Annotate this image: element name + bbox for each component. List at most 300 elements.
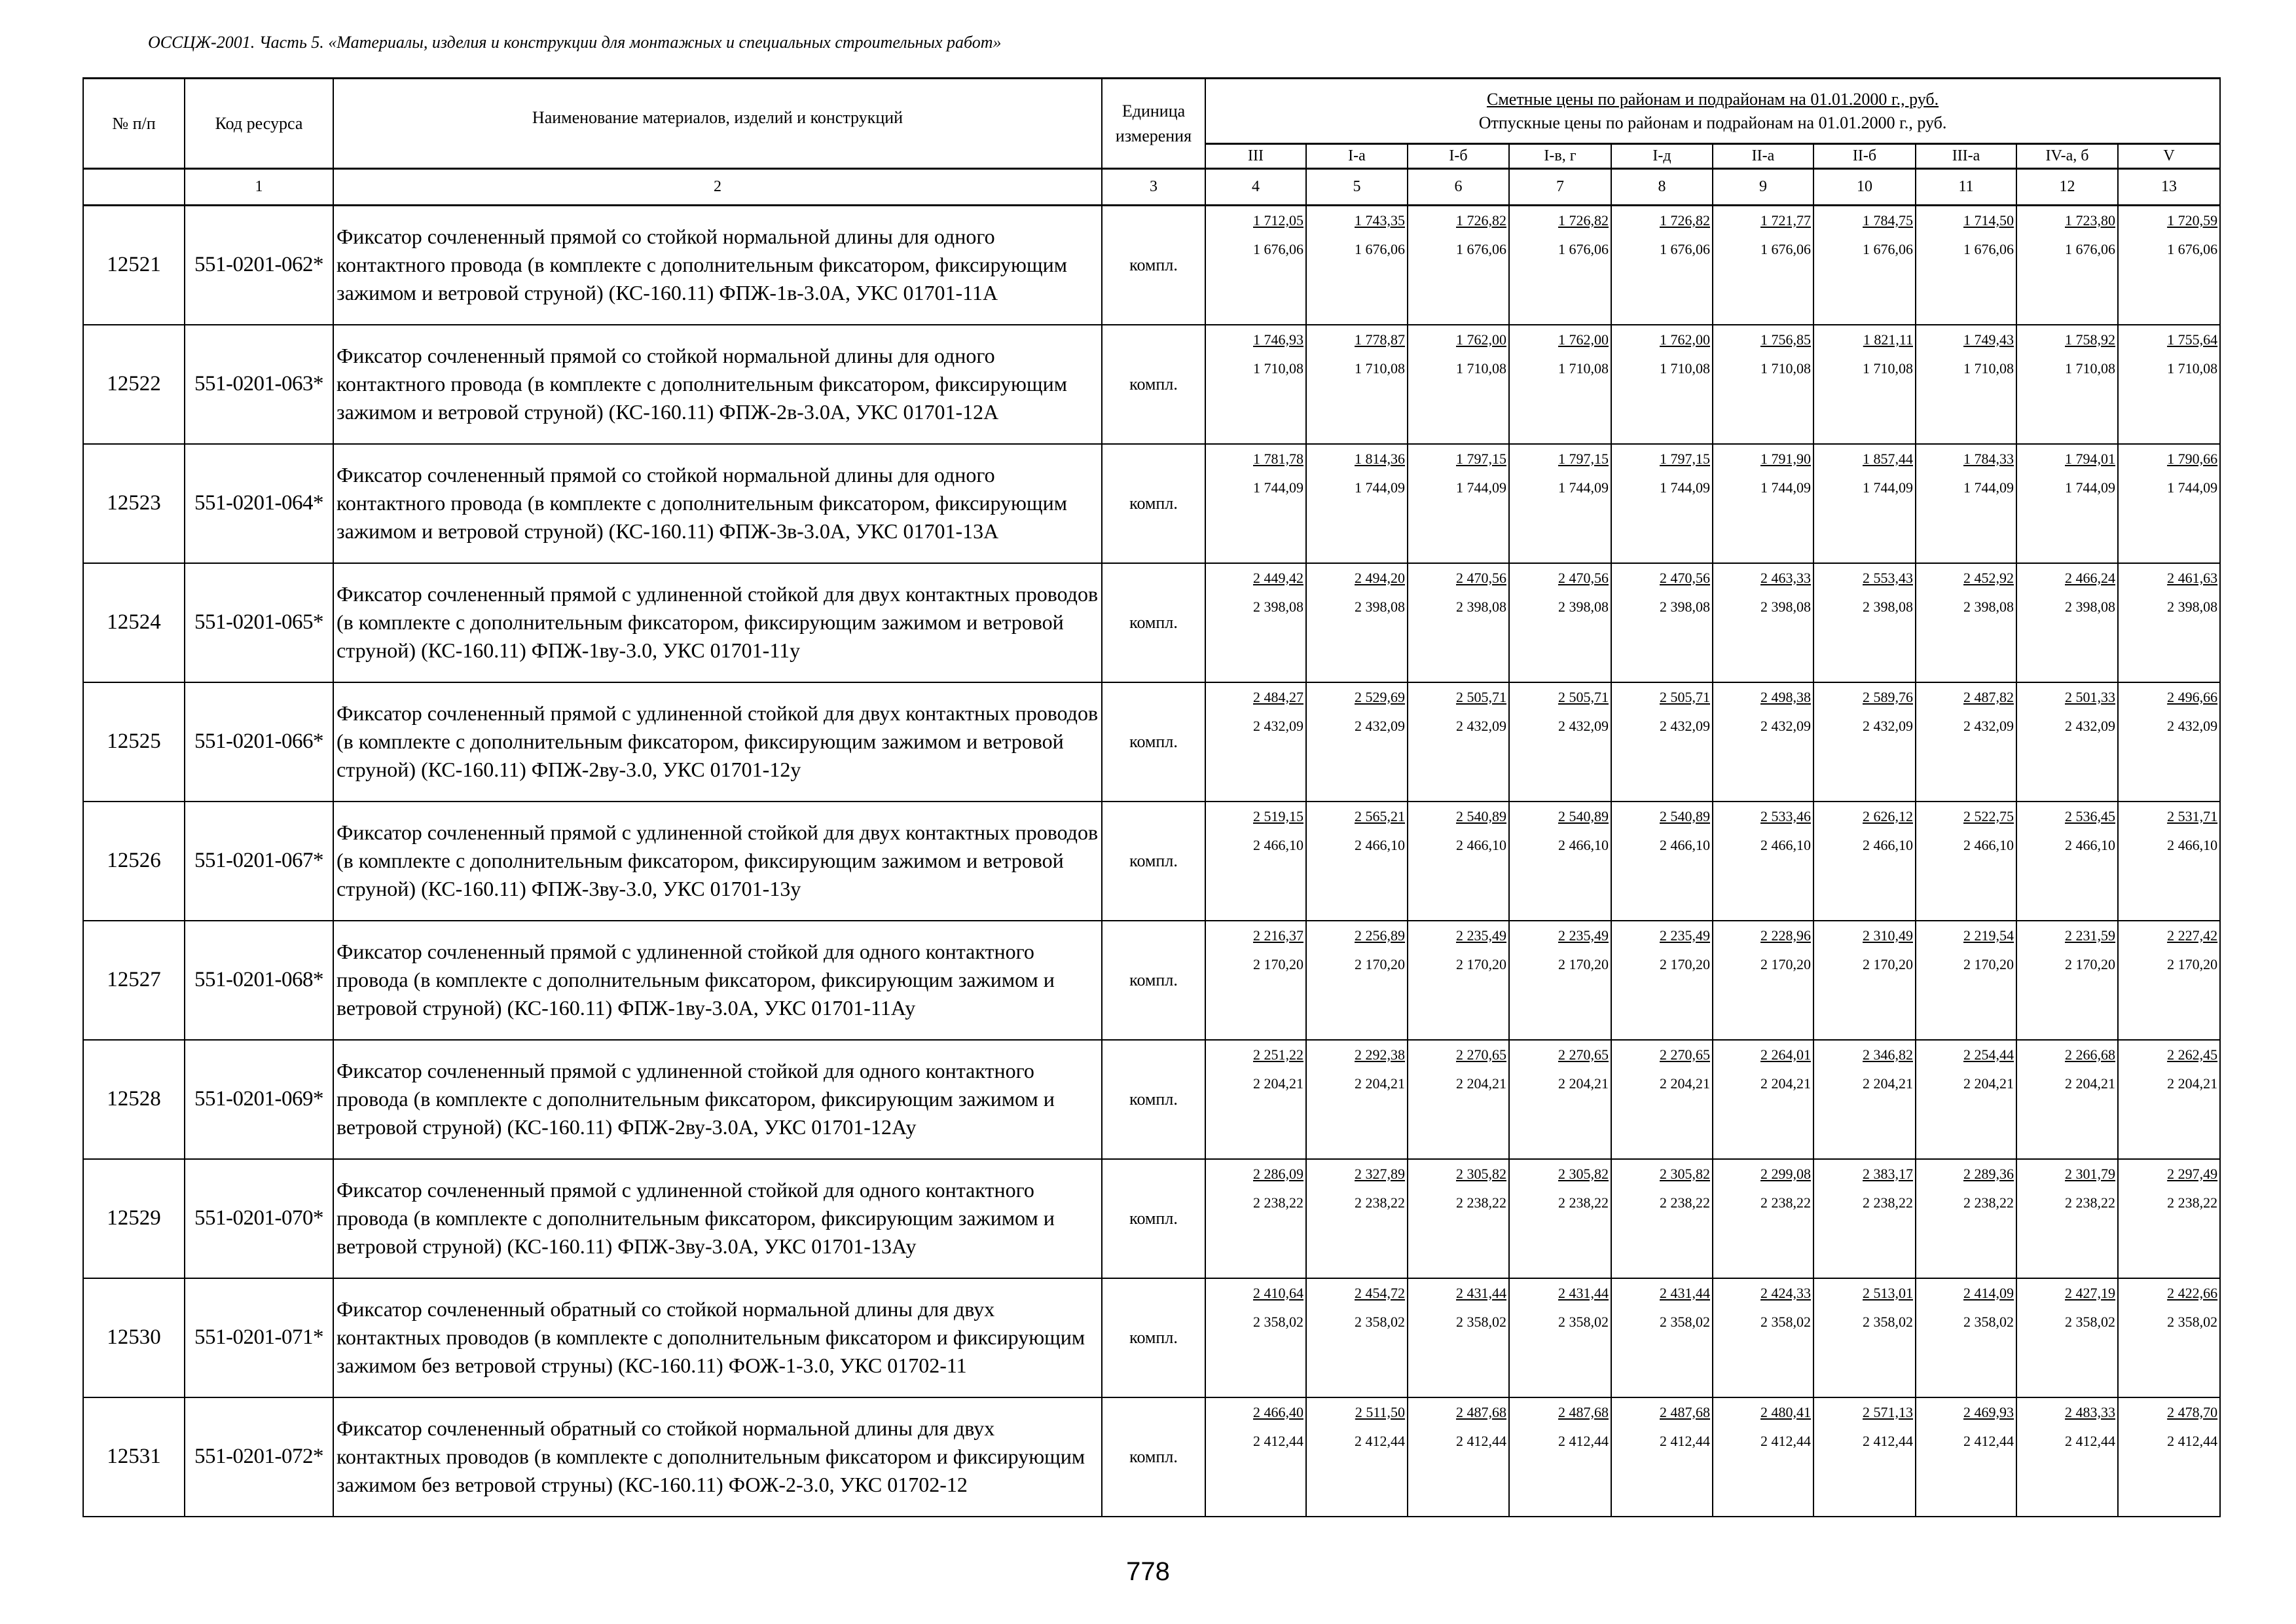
price-cell (2118, 1278, 2220, 1397)
resource-code: 551-0201-062* (185, 206, 333, 325)
release-price: 2 238,22 (1863, 1194, 1913, 1211)
estimated-price: 2 452,92 (1963, 569, 2014, 586)
estimated-price: 2 498,38 (1760, 688, 1811, 705)
release-price: 1 676,06 (1558, 241, 1609, 257)
row-number: 12523 (83, 444, 185, 563)
price-cell (2118, 1397, 2220, 1517)
release-price: 2 398,08 (1863, 598, 1913, 615)
table-row (83, 206, 2220, 325)
price-cell (1611, 921, 1713, 1040)
header-colnum: 1 (185, 169, 333, 206)
price-cell (1408, 921, 1509, 1040)
estimated-price: 2 289,36 (1963, 1165, 2014, 1182)
estimated-price: 1 726,82 (1456, 212, 1506, 229)
release-price: 2 358,02 (1456, 1313, 1506, 1330)
price-cell (1713, 802, 1813, 921)
estimated-price: 2 589,76 (1863, 688, 1913, 705)
estimated-price: 2 431,44 (1456, 1284, 1506, 1301)
price-cell (1813, 682, 1916, 802)
release-price: 1 744,09 (1863, 479, 1913, 496)
release-price: 2 238,22 (2167, 1194, 2218, 1211)
price-cell (1509, 1397, 1611, 1517)
header-name: Наименование материалов, изделий и конструкций (333, 79, 1102, 169)
header-no: № п/п (83, 79, 185, 169)
release-price: 2 358,02 (2065, 1313, 2115, 1330)
row-number: 12522 (83, 325, 185, 444)
release-price: 2 358,02 (1963, 1313, 2014, 1330)
price-cell (1813, 206, 1916, 325)
estimated-price: 2 286,09 (1253, 1165, 1303, 1182)
release-price: 2 204,21 (1863, 1075, 1913, 1092)
header-prices-release: Отпускные цены по районам и подрайонам на 01.01.2000 г., руб. (1478, 113, 1947, 132)
price-cell (2118, 563, 2220, 682)
release-price: 1 676,06 (1863, 241, 1913, 257)
release-price: 2 432,09 (1355, 717, 1405, 734)
header-colnum: 7 (1509, 169, 1611, 206)
unit-of-measure: компл. (1102, 325, 1205, 444)
estimated-price: 2 487,68 (1558, 1403, 1609, 1420)
estimated-price: 1 726,82 (1558, 212, 1609, 229)
header-colnum: 12 (2016, 169, 2118, 206)
material-name: Фиксатор сочлененный обратный со стойкой нормальной длины для двух контактных проводов (в комплекте с дополнительным фиксатором и фиксирующим зажимом без ветровой струны) (КС-160.11) ФОЖ-1-3.0, УКС 01702-11 (333, 1278, 1102, 1397)
release-price: 2 412,44 (1253, 1432, 1303, 1449)
estimated-price: 2 227,42 (2167, 927, 2218, 944)
estimated-price: 1 778,87 (1355, 331, 1405, 348)
price-cell (1916, 1278, 2016, 1397)
price-cell (1205, 1278, 1306, 1397)
header-region: V (2118, 144, 2220, 169)
row-number: 12527 (83, 921, 185, 1040)
estimated-price: 2 505,71 (1660, 688, 1710, 705)
header-colnum: 9 (1713, 169, 1813, 206)
estimated-price: 1 784,33 (1963, 450, 2014, 467)
resource-code: 551-0201-068* (185, 921, 333, 1040)
estimated-price: 2 251,22 (1253, 1046, 1303, 1063)
estimated-price: 2 483,33 (2065, 1403, 2115, 1420)
release-price: 2 432,09 (2065, 717, 2115, 734)
estimated-price: 2 410,64 (1253, 1284, 1303, 1301)
price-cell (1611, 1159, 1713, 1278)
row-number: 12531 (83, 1397, 185, 1517)
release-price: 1 744,09 (2167, 479, 2218, 496)
estimated-price: 1 797,15 (1456, 450, 1506, 467)
release-price: 1 710,08 (1355, 360, 1405, 377)
release-price: 2 170,20 (1558, 955, 1609, 972)
release-price: 2 170,20 (1456, 955, 1506, 972)
release-price: 2 204,21 (2167, 1075, 2218, 1092)
release-price: 2 398,08 (2065, 598, 2115, 615)
price-cell (1509, 682, 1611, 802)
row-number: 12525 (83, 682, 185, 802)
price-cell (1408, 1159, 1509, 1278)
release-price: 2 466,10 (2167, 836, 2218, 853)
material-name: Фиксатор сочлененный прямой с удлиненной стойкой для одного контактного провода (в комплекте с дополнительным фиксатором, фиксирующим зажимом и ветровой струной) (КС-160.11) ФПЖ-2ву-3.0А, УКС 01701-12Ау (333, 1040, 1102, 1159)
unit-of-measure: компл. (1102, 682, 1205, 802)
header-region: III (1205, 144, 1306, 169)
material-name: Фиксатор сочлененный прямой с удлиненной стойкой для двух контактных проводов (в комплекте с дополнительным фиксатором, фиксирующим зажимом и ветровой струной) (КС-160.11) ФПЖ-1ву-3.0, УКС 01701-11у (333, 563, 1102, 682)
price-cell (1813, 1397, 1916, 1517)
price-cell (1813, 325, 1916, 444)
price-cell (2118, 1040, 2220, 1159)
header-colnum: 3 (1102, 169, 1205, 206)
price-cell (2016, 921, 2118, 1040)
price-table (82, 77, 2221, 1517)
estimated-price: 1 857,44 (1863, 450, 1913, 467)
release-price: 1 676,06 (1253, 241, 1303, 257)
estimated-price: 2 431,44 (1660, 1284, 1710, 1301)
estimated-price: 2 422,66 (2167, 1284, 2218, 1301)
release-price: 1 744,09 (1355, 479, 1405, 496)
price-cell (2016, 563, 2118, 682)
estimated-price: 1 790,66 (2167, 450, 2218, 467)
release-price: 1 744,09 (2065, 479, 2115, 496)
estimated-price: 2 228,96 (1760, 927, 1811, 944)
release-price: 2 170,20 (1355, 955, 1405, 972)
release-price: 2 238,22 (2065, 1194, 2115, 1211)
row-number: 12524 (83, 563, 185, 682)
price-cell (2118, 802, 2220, 921)
price-cell (2016, 1278, 2118, 1397)
release-price: 2 466,10 (1660, 836, 1710, 853)
price-cell (2016, 206, 2118, 325)
estimated-price: 2 264,01 (1760, 1046, 1811, 1063)
material-name: Фиксатор сочлененный прямой со стойкой нормальной длины для одного контактного провода (в комплекте с дополнительным фиксатором, фиксирующим зажимом и ветровой струной) (КС-160.11) ФПЖ-2в-3.0А, УКС 01701-12А (333, 325, 1102, 444)
price-cell (1916, 444, 2016, 563)
table-row (83, 1278, 2220, 1397)
release-price: 1 676,06 (1456, 241, 1506, 257)
release-price: 1 710,08 (1660, 360, 1710, 377)
release-price: 2 238,22 (1253, 1194, 1303, 1211)
estimated-price: 2 427,19 (2065, 1284, 2115, 1301)
estimated-price: 2 533,46 (1760, 807, 1811, 824)
release-price: 2 204,21 (1558, 1075, 1609, 1092)
estimated-price: 2 262,45 (2167, 1046, 2218, 1063)
estimated-price: 2 266,68 (2065, 1046, 2115, 1063)
header-colnum-blank (83, 169, 185, 206)
release-price: 2 204,21 (2065, 1075, 2115, 1092)
estimated-price: 2 540,89 (1456, 807, 1506, 824)
release-price: 1 710,08 (1253, 360, 1303, 377)
estimated-price: 2 270,65 (1558, 1046, 1609, 1063)
estimated-price: 2 511,50 (1355, 1403, 1405, 1420)
release-price: 2 358,02 (1558, 1313, 1609, 1330)
resource-code: 551-0201-067* (185, 802, 333, 921)
estimated-price: 2 470,56 (1660, 569, 1710, 586)
release-price: 1 710,08 (1963, 360, 2014, 377)
material-name: Фиксатор сочлененный прямой с удлиненной стойкой для двух контактных проводов (в комплекте с дополнительным фиксатором, фиксирующим зажимом и ветровой струной) (КС-160.11) ФПЖ-3ву-3.0, УКС 01701-13у (333, 802, 1102, 921)
price-cell (1813, 802, 1916, 921)
price-cell (2118, 206, 2220, 325)
page-number: 778 (1126, 1557, 1170, 1586)
unit-of-measure: компл. (1102, 563, 1205, 682)
price-cell (2016, 325, 2118, 444)
resource-code: 551-0201-069* (185, 1040, 333, 1159)
price-cell (1205, 325, 1306, 444)
release-price: 2 398,08 (1355, 598, 1405, 615)
price-cell (1916, 325, 2016, 444)
price-cell (1509, 206, 1611, 325)
price-cell (1611, 563, 1713, 682)
price-cell (1205, 1040, 1306, 1159)
release-price: 1 744,09 (1456, 479, 1506, 496)
estimated-price: 2 327,89 (1355, 1165, 1405, 1182)
release-price: 1 744,09 (1558, 479, 1609, 496)
release-price: 2 466,10 (1863, 836, 1913, 853)
header-region: I-б (1408, 144, 1509, 169)
estimated-price: 2 466,40 (1253, 1403, 1303, 1420)
price-cell (1713, 1040, 1813, 1159)
resource-code: 551-0201-071* (185, 1278, 333, 1397)
estimated-price: 1 723,80 (2065, 212, 2115, 229)
price-cell (1509, 802, 1611, 921)
release-price: 1 710,08 (1863, 360, 1913, 377)
price-cell (2016, 682, 2118, 802)
document-title: ОССЦЖ-2001. Часть 5. «Материалы, изделия и конструкции для монтажных и специальных строительных работ» (148, 33, 1002, 52)
price-cell (1611, 1397, 1713, 1517)
price-cell (1813, 921, 1916, 1040)
price-cell (2016, 1040, 2118, 1159)
price-cell (2118, 1159, 2220, 1278)
price-cell (1306, 1159, 1408, 1278)
release-price: 2 412,44 (1355, 1432, 1405, 1449)
release-price: 2 412,44 (2167, 1432, 2218, 1449)
price-cell (1611, 682, 1713, 802)
price-cell (1306, 325, 1408, 444)
estimated-price: 1 821,11 (1863, 331, 1913, 348)
estimated-price: 2 536,45 (2065, 807, 2115, 824)
release-price: 1 744,09 (1963, 479, 2014, 496)
estimated-price: 2 431,44 (1558, 1284, 1609, 1301)
row-number: 12528 (83, 1040, 185, 1159)
release-price: 2 238,22 (1963, 1194, 2014, 1211)
estimated-price: 2 424,33 (1760, 1284, 1811, 1301)
release-price: 2 204,21 (1660, 1075, 1710, 1092)
header-code: Код ресурса (185, 79, 333, 169)
price-cell (1408, 1040, 1509, 1159)
release-price: 2 238,22 (1760, 1194, 1811, 1211)
release-price: 2 466,10 (1456, 836, 1506, 853)
header-region: I-в, г (1509, 144, 1611, 169)
release-price: 2 358,02 (1660, 1313, 1710, 1330)
unit-of-measure: компл. (1102, 1040, 1205, 1159)
estimated-price: 2 505,71 (1558, 688, 1609, 705)
price-cell (1713, 325, 1813, 444)
unit-of-measure: компл. (1102, 444, 1205, 563)
release-price: 1 676,06 (1760, 241, 1811, 257)
estimated-price: 2 297,49 (2167, 1165, 2218, 1182)
price-cell (1916, 921, 2016, 1040)
table-body (83, 206, 2220, 1517)
price-cell (1205, 1159, 1306, 1278)
price-cell (1408, 325, 1509, 444)
price-cell (1509, 444, 1611, 563)
estimated-price: 2 305,82 (1558, 1165, 1609, 1182)
release-price: 2 412,44 (1558, 1432, 1609, 1449)
release-price: 2 398,08 (1963, 598, 2014, 615)
price-cell (1713, 206, 1813, 325)
price-cell (1205, 444, 1306, 563)
estimated-price: 2 565,21 (1355, 807, 1405, 824)
material-name: Фиксатор сочлененный обратный со стойкой нормальной длины для двух контактных проводов (в комплекте с дополнительным фиксатором и фиксирующим зажимом без ветровой струны) (КС-160.11) ФОЖ-2-3.0, УКС 01702-12 (333, 1397, 1102, 1517)
table-row (83, 325, 2220, 444)
estimated-price: 2 270,65 (1456, 1046, 1506, 1063)
release-price: 2 170,20 (1253, 955, 1303, 972)
estimated-price: 2 487,68 (1456, 1403, 1506, 1420)
estimated-price: 2 496,66 (2167, 688, 2218, 705)
estimated-price: 2 219,54 (1963, 927, 2014, 944)
resource-code: 551-0201-070* (185, 1159, 333, 1278)
price-cell (1205, 682, 1306, 802)
estimated-price: 2 553,43 (1863, 569, 1913, 586)
release-price: 2 238,22 (1660, 1194, 1710, 1211)
unit-of-measure: компл. (1102, 206, 1205, 325)
price-cell (1916, 1159, 2016, 1278)
price-cell (1713, 563, 1813, 682)
header-region: II-б (1813, 144, 1916, 169)
price-cell (1916, 1040, 2016, 1159)
estimated-price: 2 519,15 (1253, 807, 1303, 824)
release-price: 2 432,09 (2167, 717, 2218, 734)
estimated-price: 1 720,59 (2167, 212, 2218, 229)
release-price: 2 466,10 (2065, 836, 2115, 853)
estimated-price: 1 712,05 (1253, 212, 1303, 229)
release-price: 2 432,09 (1863, 717, 1913, 734)
material-name: Фиксатор сочлененный прямой с удлиненной стойкой для двух контактных проводов (в комплекте с дополнительным фиксатором, фиксирующим зажимом и ветровой струной) (КС-160.11) ФПЖ-2ву-3.0, УКС 01701-12у (333, 682, 1102, 802)
price-cell (1713, 1159, 1813, 1278)
price-cell (1813, 1159, 1916, 1278)
price-cell (1306, 563, 1408, 682)
material-name: Фиксатор сочлененный прямой со стойкой нормальной длины для одного контактного провода (в комплекте с дополнительным фиксатором, фиксирующим зажимом и ветровой струной) (КС-160.11) ФПЖ-1в-3.0А, УКС 01701-11А (333, 206, 1102, 325)
material-name: Фиксатор сочлененный прямой с удлиненной стойкой для одного контактного провода (в комплекте с дополнительным фиксатором, фиксирующим зажимом и ветровой струной) (КС-160.11) ФПЖ-3ву-3.0А, УКС 01701-13Ау (333, 1159, 1102, 1278)
resource-code: 551-0201-064* (185, 444, 333, 563)
price-cell (2118, 682, 2220, 802)
estimated-price: 1 797,15 (1558, 450, 1609, 467)
estimated-price: 2 301,79 (2065, 1165, 2115, 1182)
price-cell (1408, 682, 1509, 802)
estimated-price: 1 758,92 (2065, 331, 2115, 348)
release-price: 2 238,22 (1355, 1194, 1405, 1211)
estimated-price: 2 256,89 (1355, 927, 1405, 944)
estimated-price: 2 449,42 (1253, 569, 1303, 586)
estimated-price: 2 470,56 (1558, 569, 1609, 586)
price-cell (1509, 1278, 1611, 1397)
estimated-price: 2 254,44 (1963, 1046, 2014, 1063)
header-prices-estimated: Сметные цены по районам и подрайонам на 01.01.2000 г., руб. (1486, 89, 1939, 109)
estimated-price: 2 216,37 (1253, 927, 1303, 944)
estimated-price: 2 540,89 (1660, 807, 1710, 824)
column-number-row (83, 169, 2220, 206)
price-cell (1713, 444, 1813, 563)
resource-code: 551-0201-066* (185, 682, 333, 802)
unit-of-measure: компл. (1102, 1278, 1205, 1397)
estimated-price: 1 743,35 (1355, 212, 1405, 229)
price-cell (1611, 444, 1713, 563)
table-row (83, 1040, 2220, 1159)
release-price: 2 466,10 (1558, 836, 1609, 853)
estimated-price: 2 513,01 (1863, 1284, 1913, 1301)
table-row (83, 682, 2220, 802)
price-cell (1306, 921, 1408, 1040)
estimated-price: 2 305,82 (1456, 1165, 1506, 1182)
release-price: 2 432,09 (1456, 717, 1506, 734)
release-price: 2 398,08 (1456, 598, 1506, 615)
price-cell (1306, 802, 1408, 921)
estimated-price: 2 235,49 (1558, 927, 1609, 944)
release-price: 1 676,06 (2065, 241, 2115, 257)
release-price: 1 710,08 (2167, 360, 2218, 377)
table-header (83, 79, 2220, 206)
estimated-price: 2 466,24 (2065, 569, 2115, 586)
price-cell (1306, 444, 1408, 563)
release-price: 2 412,44 (1760, 1432, 1811, 1449)
header-unit: Единица измерения (1102, 79, 1205, 169)
estimated-price: 2 383,17 (1863, 1165, 1913, 1182)
material-name: Фиксатор сочлененный прямой со стойкой нормальной длины для одного контактного провода (в комплекте с дополнительным фиксатором, фиксирующим зажимом и ветровой струной) (КС-160.11) ФПЖ-3в-3.0А, УКС 01701-13А (333, 444, 1102, 563)
estimated-price: 1 749,43 (1963, 331, 2014, 348)
release-price: 2 432,09 (1558, 717, 1609, 734)
estimated-price: 2 522,75 (1963, 807, 2014, 824)
release-price: 2 466,10 (1355, 836, 1405, 853)
estimated-price: 1 721,77 (1760, 212, 1811, 229)
price-cell (1916, 1397, 2016, 1517)
price-cell (1205, 802, 1306, 921)
price-cell (1205, 1397, 1306, 1517)
release-price: 2 466,10 (1963, 836, 2014, 853)
price-cell (1916, 682, 2016, 802)
header-colnum: 11 (1916, 169, 2016, 206)
price-cell (2118, 921, 2220, 1040)
unit-of-measure: компл. (1102, 921, 1205, 1040)
release-price: 2 238,22 (1456, 1194, 1506, 1211)
price-cell (1205, 206, 1306, 325)
release-price: 1 676,06 (2167, 241, 2218, 257)
resource-code: 551-0201-065* (185, 563, 333, 682)
table-row (83, 1159, 2220, 1278)
release-price: 2 358,02 (1355, 1313, 1405, 1330)
price-cell (2118, 444, 2220, 563)
estimated-price: 2 292,38 (1355, 1046, 1405, 1063)
header-colnum: 8 (1611, 169, 1713, 206)
release-price: 2 358,02 (1253, 1313, 1303, 1330)
release-price: 1 744,09 (1253, 479, 1303, 496)
price-cell (1916, 206, 2016, 325)
estimated-price: 2 231,59 (2065, 927, 2115, 944)
release-price: 2 412,44 (1863, 1432, 1913, 1449)
price-cell (1408, 563, 1509, 682)
estimated-price: 1 755,64 (2167, 331, 2218, 348)
price-cell (2016, 802, 2118, 921)
release-price: 2 204,21 (1760, 1075, 1811, 1092)
price-cell (1611, 802, 1713, 921)
header-prices (1205, 79, 2220, 144)
row-number: 12530 (83, 1278, 185, 1397)
header-colnum: 13 (2118, 169, 2220, 206)
price-cell (1509, 1159, 1611, 1278)
price-cell (1713, 682, 1813, 802)
row-number: 12521 (83, 206, 185, 325)
price-cell (1408, 1397, 1509, 1517)
release-price: 1 710,08 (2065, 360, 2115, 377)
estimated-price: 1 762,00 (1456, 331, 1506, 348)
table-row (83, 1397, 2220, 1517)
release-price: 2 412,44 (2065, 1432, 2115, 1449)
table-row (83, 802, 2220, 921)
material-name: Фиксатор сочлененный прямой с удлиненной стойкой для одного контактного провода (в комплекте с дополнительным фиксатором, фиксирующим зажимом и ветровой струной) (КС-160.11) ФПЖ-1ву-3.0А, УКС 01701-11Ау (333, 921, 1102, 1040)
estimated-price: 2 531,71 (2167, 807, 2218, 824)
header-colnum: 5 (1306, 169, 1408, 206)
price-cell (1611, 206, 1713, 325)
table-row (83, 563, 2220, 682)
